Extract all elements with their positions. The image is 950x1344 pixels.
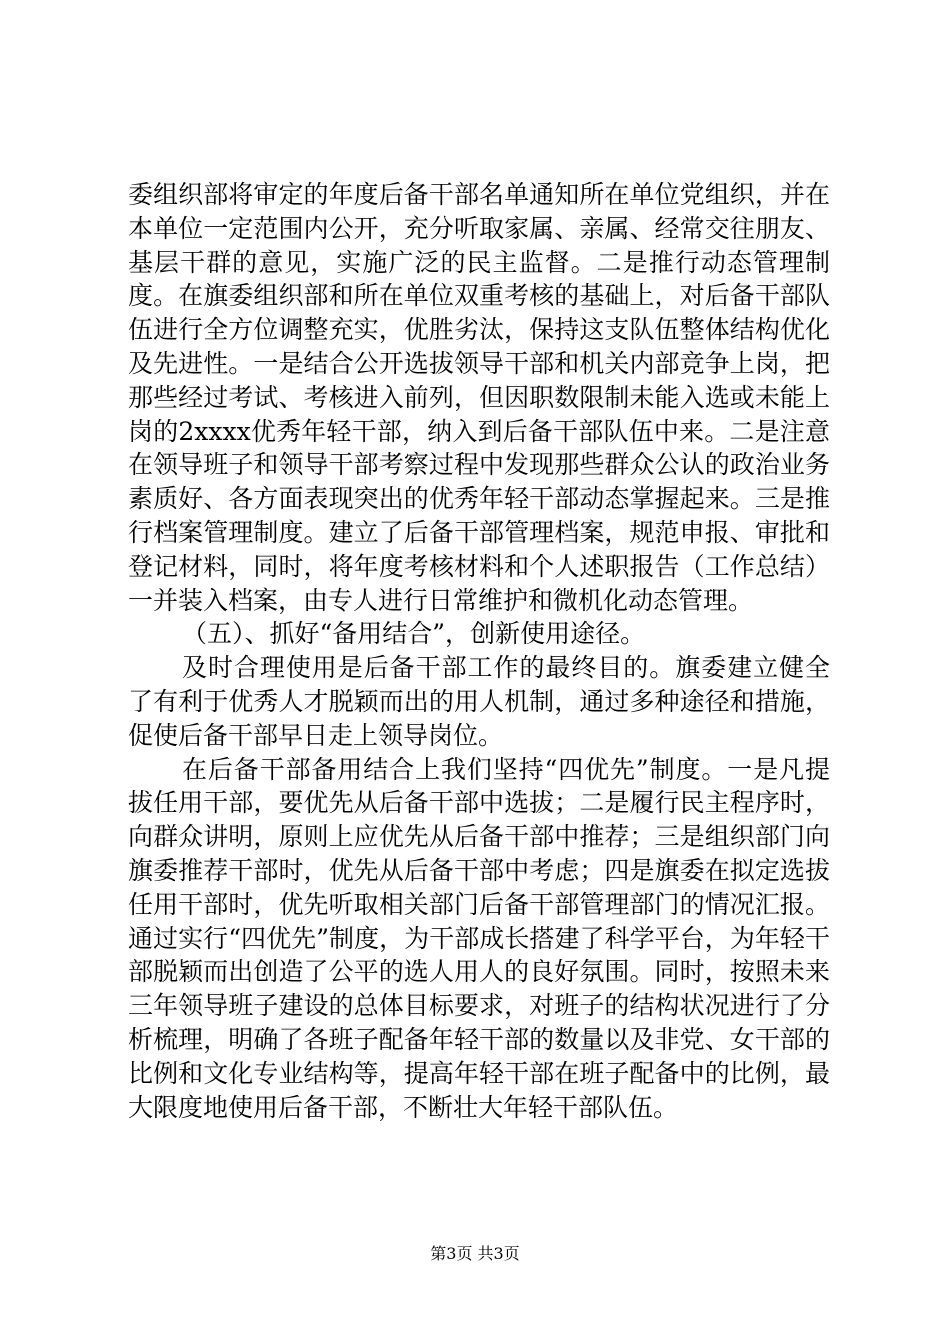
paragraph-1: 委组织部将审定的年度后备干部名单通知所在单位党组织，并在本单位一定范围内公开，充分听取家属、亲属、经常交往朋友、基层干群的意见，实施广泛的民主监督。二是推行动态管理制度。在旗委组织部和所在单位双重考核的基础上，对后备干部队伍进行全方位调整充实，优胜劣汰，保持这支队伍整体结构优化及先进性。一是结合公开选拔领导干部和机关内部竞争上岗，把那些经过考试、考核进入前列，但因职数限制未能入选或未能上岗的2xxxx优秀年轻干部，纳入到后备干部队伍中来。二是注意在领导班子和领导干部考察过程中发现那些群众公认的政治业务素质好、各方面表现突出的优秀年轻干部动态掌握起来。三是推行档案管理制度。建立了后备干部管理档案，规范申报、审批和登记材料，同时，将年度考核材料和个人述职报告（工作总结）一并装入档案，由专人进行日常维护和微机化动态管理。: [128, 180, 830, 615]
paragraph-4: 在后备干部备用结合上我们坚持“四优先”制度。一是凡提拔任用干部，要优先从后备干部中选拔；二是履行民主程序时，向群众讲明，原则上应优先从后备干部中推荐；三是组织部门向旗委推荐干部时，优先从后备干部中考虑；四是旗委在拟定选拔任用干部时，优先听取相关部门后备干部管理部门的情况汇报。通过实行“四优先”制度，为干部成长搭建了科学平台，为年轻干部脱颖而出创造了公平的选人用人的良好氛围。同时，按照未来三年领导班子建设的总体目标要求，对班子的结构状况进行了分析梳理，明确了各班子配备年轻干部的数量以及非党、女干部的比例和文化专业结构等，提高年轻干部在班子配备中的比例，最大限度地使用后备干部，不断壮大年轻干部队伍。: [128, 754, 830, 1122]
document-body: [128, 178, 830, 1124]
paragraph-2-section-heading: （五）、抓好“备用结合”，创新使用途径。: [182, 619, 646, 649]
paragraph-3: 及时合理使用是后备干部工作的最终目的。旗委建立健全了有利于优秀人才脱颖而出的用人机制，通过多种途径和措施，促使后备干部早日走上领导岗位。: [128, 653, 830, 750]
page-number-footer: 第3页 共3页: [430, 1244, 520, 1263]
